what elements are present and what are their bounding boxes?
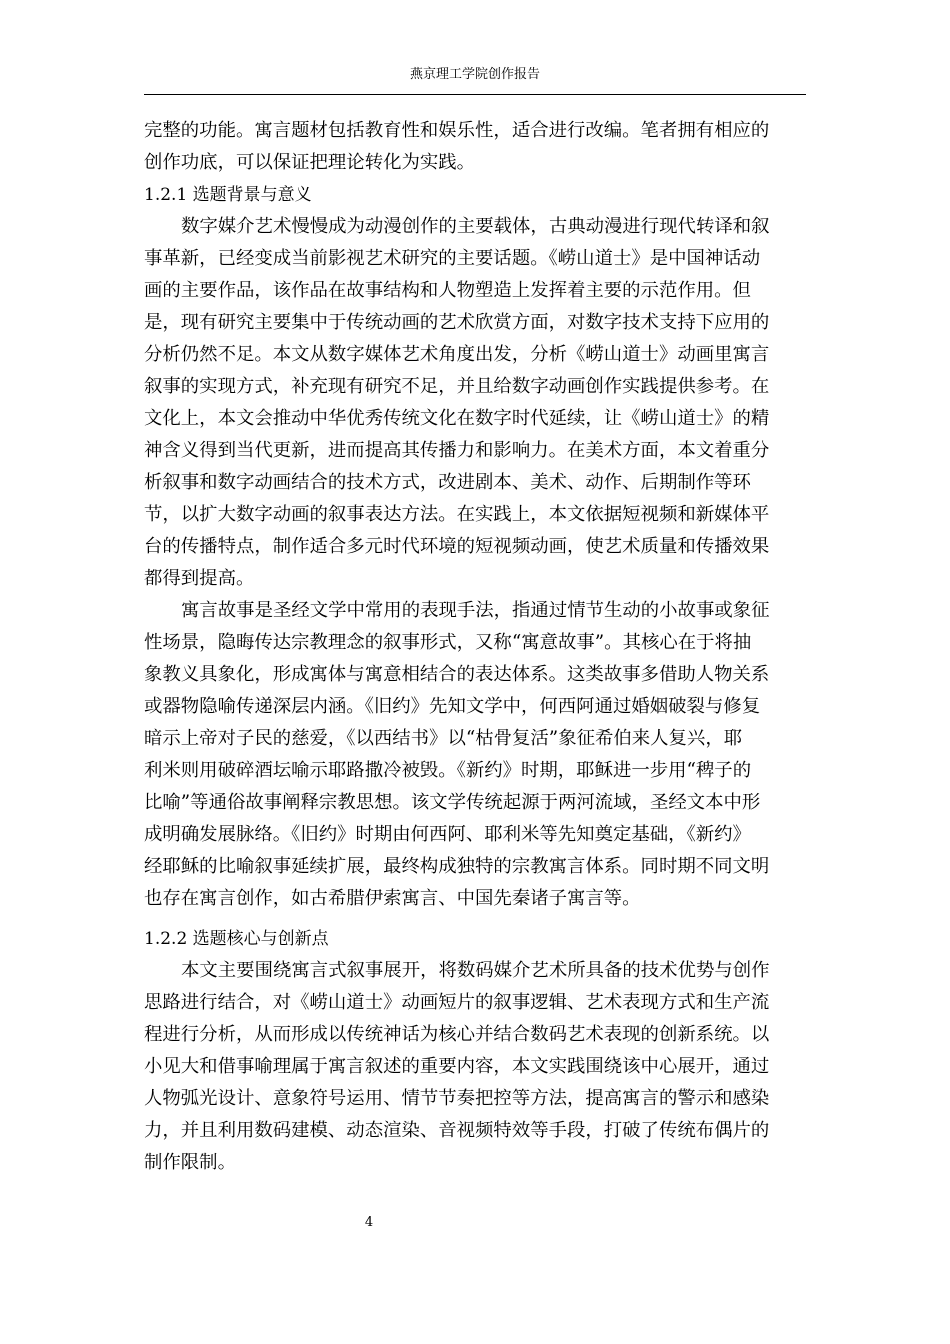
body-line: 思路进行结合，对《崂山道士》动画短片的叙事逻辑、艺术表现方式和生产流 xyxy=(144,992,770,1013)
page-header-title: 燕京理工学院创作报告 xyxy=(409,67,540,82)
section-heading: 1.2.1 选题背景与意义 xyxy=(144,185,312,205)
body-line: 比喻”等通俗故事阐释宗教思想。该文学传统起源于两河流域，圣经文本中形 xyxy=(144,792,761,813)
body-line: 是，现有研究主要集中于传统动画的艺术欣赏方面，对数字技术支持下应用的 xyxy=(144,312,770,333)
body-line: 制作限制。 xyxy=(144,1152,236,1173)
body-line: 节，以扩大数字动画的叙事表达方法。在实践上，本文依据短视频和新媒体平 xyxy=(144,504,770,525)
header-divider xyxy=(144,94,806,95)
body-line: 寓言故事是圣经文学中常用的表现手法，指通过情节生动的小故事或象征 xyxy=(181,600,770,621)
body-line: 程进行分析，从而形成以传统神话为核心并结合数码艺术表现的创新系统。以 xyxy=(144,1024,770,1045)
body-line: 分析仍然不足。本文从数字媒体艺术角度出发，分析《崂山道士》动画里寓言 xyxy=(144,344,770,365)
body-line: 象教义具象化，形成寓体与寓意相结合的表达体系。这类故事多借助人物关系 xyxy=(144,664,770,685)
section-heading: 1.2.2 选题核心与创新点 xyxy=(144,929,329,949)
body-line: 台的传播特点，制作适合多元时代环境的短视频动画，使艺术质量和传播效果 xyxy=(144,536,770,557)
body-line: 事革新，已经变成当前影视艺术研究的主要话题。《崂山道士》是中国神话动 xyxy=(144,248,761,269)
body-line: 创作功底，可以保证把理论转化为实践。 xyxy=(144,152,476,173)
body-line: 或器物隐喻传递深层内涵。《旧约》先知文学中，何西阿通过婚姻破裂与修复 xyxy=(144,696,761,717)
paragraph-spacer xyxy=(144,915,806,923)
body-line: 暗示上帝对子民的慈爱，《以西结书》以“枯骨复活”象征希伯来人复兴，耶 xyxy=(144,728,743,749)
body-line: 文化上，本文会推动中华优秀传统文化在数字时代延续，让《崂山道士》的精 xyxy=(144,408,770,429)
body-line: 都得到提高。 xyxy=(144,568,255,589)
body-line: 数字媒介艺术慢慢成为动漫创作的主要载体，古典动漫进行现代转译和叙 xyxy=(181,216,770,237)
body-line: 成明确发展脉络。《旧约》时期由何西阿、耶利米等先知奠定基础，《新约》 xyxy=(144,824,751,845)
body-line: 完整的功能。寓言题材包括教育性和娱乐性，适合进行改编。笔者拥有相应的 xyxy=(144,120,770,141)
body-line: 本文主要围绕寓言式叙事展开，将数码媒介艺术所具备的技术优势与创作 xyxy=(181,960,770,981)
body-line: 析叙事和数字动画结合的技术方式，改进剧本、美术、动作、后期制作等环 xyxy=(144,472,751,493)
body-line: 画的主要作品，该作品在故事结构和人物塑造上发挥着主要的示范作用。但 xyxy=(144,280,751,301)
body-line: 经耶稣的比喻叙事延续扩展，最终构成独特的宗教寓言体系。同时期不同文明 xyxy=(144,856,770,877)
body-line: 叙事的实现方式，补充现有研究不足，并且给数字动画创作实践提供参考。在 xyxy=(144,376,770,397)
body-line: 小见大和借事喻理属于寓言叙述的重要内容，本文实践围绕该中心展开，通过 xyxy=(144,1056,770,1077)
body-line: 人物弧光设计、意象符号运用、情节节奏把控等方法，提高寓言的警示和感染 xyxy=(144,1088,770,1109)
document-body xyxy=(144,115,806,1179)
body-line: 神含义得到当代更新，进而提高其传播力和影响力。在美术方面，本文着重分 xyxy=(144,440,770,461)
body-line: 也存在寓言创作，如古希腊伊索寓言、中国先秦诸子寓言等。 xyxy=(144,888,641,909)
body-line: 性场景，隐晦传达宗教理念的叙事形式，又称“寓意故事”。其核心在于将抽 xyxy=(144,632,752,653)
body-line: 力，并且利用数码建模、动态渲染、音视频特效等手段，打破了传统布偶片的 xyxy=(144,1120,770,1141)
body-line: 利米则用破碎酒坛喻示耶路撒冷被毁。《新约》时期，耶稣进一步用“稗子的 xyxy=(144,760,752,781)
page-number: 4 xyxy=(364,1215,374,1230)
